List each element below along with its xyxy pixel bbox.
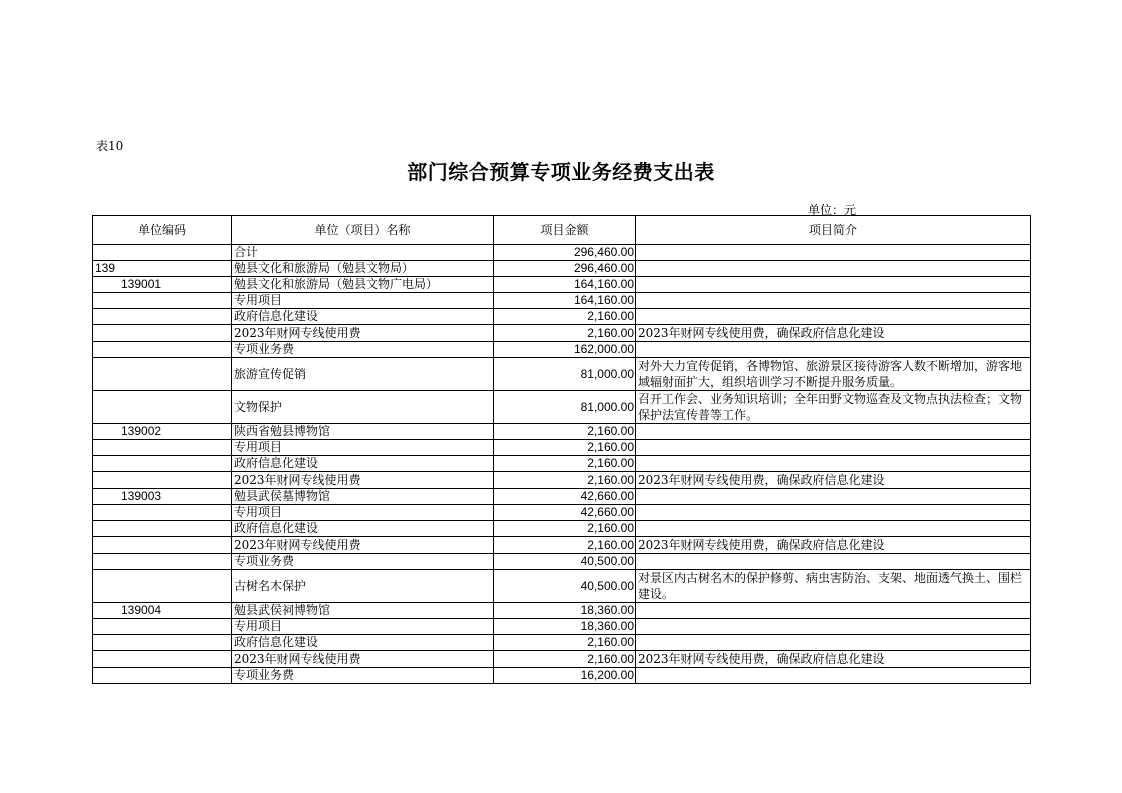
table-row xyxy=(93,489,1031,505)
cell-code: 139002 xyxy=(93,424,232,440)
cell-code xyxy=(93,309,232,325)
cell-name: 政府信息化建设 xyxy=(232,521,494,537)
cell-name: 合计 xyxy=(232,245,494,261)
cell-amount: 2,160.00 xyxy=(494,521,636,537)
table-row xyxy=(93,651,1031,668)
cell-code: 139001 xyxy=(93,277,232,293)
cell-desc xyxy=(636,619,1031,635)
cell-name: 2023年财网专线使用费 xyxy=(232,472,494,489)
cell-amount: 2,160.00 xyxy=(494,440,636,456)
cell-amount: 2,160.00 xyxy=(494,424,636,440)
cell-code xyxy=(93,342,232,358)
cell-name: 勉县武侯祠博物馆 xyxy=(232,603,494,619)
cell-desc xyxy=(636,342,1031,358)
table-row xyxy=(93,293,1031,309)
cell-desc xyxy=(636,489,1031,505)
cell-code xyxy=(93,358,232,391)
cell-name: 专用项目 xyxy=(232,293,494,309)
cell-code xyxy=(93,293,232,309)
cell-code xyxy=(93,440,232,456)
cell-name: 专项业务费 xyxy=(232,554,494,570)
table-row xyxy=(93,245,1031,261)
cell-code xyxy=(93,391,232,424)
cell-name: 专用项目 xyxy=(232,505,494,521)
cell-name: 陕西省勉县博物馆 xyxy=(232,424,494,440)
cell-amount: 2,160.00 xyxy=(494,309,636,325)
cell-desc: 2023年财网专线使用费，确保政府信息化建设 xyxy=(636,472,1031,489)
cell-amount: 18,360.00 xyxy=(494,603,636,619)
cell-name: 专项业务费 xyxy=(232,342,494,358)
table-row xyxy=(93,261,1031,277)
cell-code xyxy=(93,635,232,651)
header-code: 单位编码 xyxy=(93,216,232,245)
cell-amount: 42,660.00 xyxy=(494,489,636,505)
cell-desc xyxy=(636,440,1031,456)
table-row xyxy=(93,456,1031,472)
cell-code: 139003 xyxy=(93,489,232,505)
table-row xyxy=(93,570,1031,603)
cell-amount: 2,160.00 xyxy=(494,651,636,668)
cell-code: 139004 xyxy=(93,603,232,619)
table-row xyxy=(93,342,1031,358)
cell-amount: 296,460.00 xyxy=(494,245,636,261)
cell-amount: 40,500.00 xyxy=(494,570,636,603)
cell-amount: 42,660.00 xyxy=(494,505,636,521)
cell-name: 2023年财网专线使用费 xyxy=(232,651,494,668)
cell-desc xyxy=(636,277,1031,293)
cell-code xyxy=(93,537,232,554)
cell-desc xyxy=(636,261,1031,277)
header-desc: 项目简介 xyxy=(636,216,1031,245)
table-row xyxy=(93,391,1031,424)
cell-desc xyxy=(636,245,1031,261)
cell-desc: 2023年财网专线使用费，确保政府信息化建设 xyxy=(636,537,1031,554)
table-row xyxy=(93,619,1031,635)
table-row xyxy=(93,635,1031,651)
cell-code xyxy=(93,554,232,570)
cell-name: 2023年财网专线使用费 xyxy=(232,325,494,342)
cell-code xyxy=(93,668,232,684)
cell-name: 专项业务费 xyxy=(232,668,494,684)
table-number-label: 表10 xyxy=(96,139,124,153)
table-body xyxy=(93,245,1031,684)
cell-code xyxy=(93,521,232,537)
header-amount: 项目金额 xyxy=(494,216,636,245)
cell-amount: 2,160.00 xyxy=(494,537,636,554)
cell-name: 专用项目 xyxy=(232,619,494,635)
cell-desc: 召开工作会、业务知识培训；全年田野文物巡查及文物点执法检查；文物保护法宣传普等工作。 xyxy=(636,391,1031,424)
cell-amount: 16,200.00 xyxy=(494,668,636,684)
cell-code xyxy=(93,651,232,668)
table-row xyxy=(93,440,1031,456)
cell-desc xyxy=(636,309,1031,325)
cell-amount: 164,160.00 xyxy=(494,293,636,309)
cell-desc: 2023年财网专线使用费，确保政府信息化建设 xyxy=(636,325,1031,342)
cell-name: 2023年财网专线使用费 xyxy=(232,537,494,554)
cell-name: 政府信息化建设 xyxy=(232,635,494,651)
cell-name: 专用项目 xyxy=(232,440,494,456)
cell-code: 139 xyxy=(93,261,232,277)
budget-table xyxy=(92,215,1031,684)
table-row xyxy=(93,668,1031,684)
cell-amount: 162,000.00 xyxy=(494,342,636,358)
cell-code xyxy=(93,472,232,489)
cell-code xyxy=(93,456,232,472)
cell-name: 古树名木保护 xyxy=(232,570,494,603)
cell-code xyxy=(93,325,232,342)
cell-code xyxy=(93,505,232,521)
cell-code xyxy=(93,570,232,603)
table-row xyxy=(93,603,1031,619)
cell-name: 勉县文化和旅游局（勉县文物广电局） xyxy=(232,277,494,293)
cell-amount: 164,160.00 xyxy=(494,277,636,293)
cell-desc xyxy=(636,456,1031,472)
table-row xyxy=(93,554,1031,570)
page-title: 部门综合预算专项业务经费支出表 xyxy=(407,160,715,184)
table-row xyxy=(93,424,1031,440)
cell-desc xyxy=(636,293,1031,309)
header-name: 单位（项目）名称 xyxy=(232,216,494,245)
unit-label: 单位：元 xyxy=(808,203,857,217)
cell-amount: 296,460.00 xyxy=(494,261,636,277)
cell-name: 文物保护 xyxy=(232,391,494,424)
table-row xyxy=(93,309,1031,325)
cell-desc xyxy=(636,554,1031,570)
table-row xyxy=(93,277,1031,293)
cell-code xyxy=(93,245,232,261)
cell-name: 旅游宣传促销 xyxy=(232,358,494,391)
table-header-row xyxy=(93,216,1031,245)
cell-desc xyxy=(636,603,1031,619)
cell-desc: 对外大力宣传促销，各博物馆、旅游景区接待游客人数不断增加，游客地域辐射面扩大，组织培训学习不断提升服务质量。 xyxy=(636,358,1031,391)
cell-amount: 2,160.00 xyxy=(494,456,636,472)
cell-name: 勉县文化和旅游局（勉县文物局） xyxy=(232,261,494,277)
cell-desc: 2023年财网专线使用费，确保政府信息化建设 xyxy=(636,651,1031,668)
cell-amount: 2,160.00 xyxy=(494,635,636,651)
table-row xyxy=(93,505,1031,521)
cell-name: 勉县武侯墓博物馆 xyxy=(232,489,494,505)
cell-desc xyxy=(636,505,1031,521)
cell-amount: 40,500.00 xyxy=(494,554,636,570)
cell-code xyxy=(93,619,232,635)
cell-amount: 81,000.00 xyxy=(494,358,636,391)
cell-desc: 对景区内古树名木的保护修剪、病虫害防治、支架、地面透气换土、围栏建设。 xyxy=(636,570,1031,603)
cell-desc xyxy=(636,635,1031,651)
cell-desc xyxy=(636,424,1031,440)
table-row xyxy=(93,472,1031,489)
cell-desc xyxy=(636,521,1031,537)
cell-amount: 2,160.00 xyxy=(494,325,636,342)
cell-amount: 2,160.00 xyxy=(494,472,636,489)
cell-name: 政府信息化建设 xyxy=(232,456,494,472)
cell-amount: 81,000.00 xyxy=(494,391,636,424)
table-row xyxy=(93,358,1031,391)
table-row xyxy=(93,325,1031,342)
cell-amount: 18,360.00 xyxy=(494,619,636,635)
table-row xyxy=(93,537,1031,554)
cell-name: 政府信息化建设 xyxy=(232,309,494,325)
table-row xyxy=(93,521,1031,537)
cell-desc xyxy=(636,668,1031,684)
